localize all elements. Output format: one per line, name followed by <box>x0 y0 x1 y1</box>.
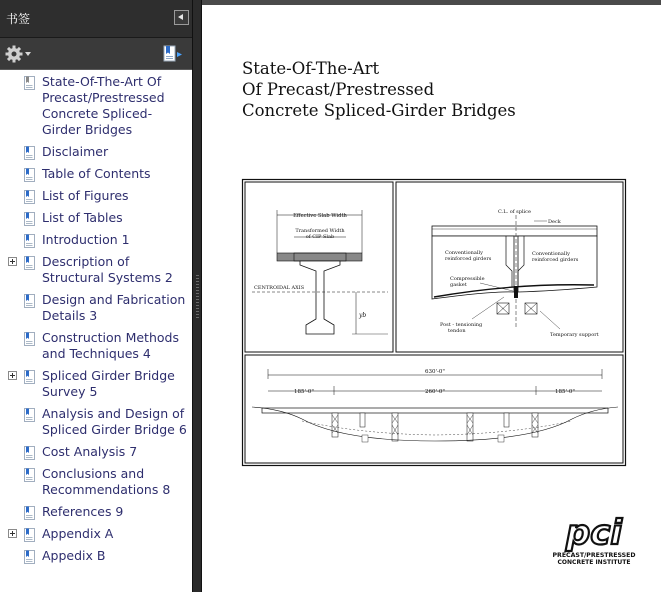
label-deck: Deck <box>548 219 561 225</box>
label-gasket: gasket <box>450 282 467 288</box>
bookmark-icon <box>24 294 35 308</box>
bridge-elevation-drawing <box>252 369 618 442</box>
document-title-line: Concrete Spliced-Girder Bridges <box>242 101 516 120</box>
label-yb: yb <box>359 312 367 319</box>
bookmark-list <box>0 70 192 592</box>
bookmark-label: Disclaimer <box>42 144 109 159</box>
bookmark-label: Construction Methods and Techniques 4 <box>42 330 179 361</box>
bookmarks-panel-title: 书签 <box>6 12 31 26</box>
document-page <box>202 5 661 592</box>
label-conv-left-girders: reinforced girders <box>445 256 492 262</box>
bookmark-label: Design and Fabrication Details 3 <box>42 292 186 323</box>
bookmark-icon <box>24 234 35 248</box>
splitter-grip-icon[interactable] <box>196 275 199 319</box>
bookmark-label: List of Tables <box>42 210 123 225</box>
bookmark-label: Cost Analysis 7 <box>42 444 138 459</box>
bookmark-icon <box>24 256 35 270</box>
bookmark-icon <box>24 146 35 160</box>
document-view[interactable] <box>202 0 661 592</box>
label-post-tensioning: Post - tensioning <box>440 322 483 328</box>
collapse-panel-button[interactable] <box>174 10 189 25</box>
bookmark-label: Conclusions and Recommendations 8 <box>42 466 171 497</box>
document-title <box>242 58 582 121</box>
splice-detail-drawing <box>432 209 599 338</box>
expand-plus-icon[interactable] <box>8 257 17 266</box>
pci-logo <box>552 502 636 568</box>
bookmark-label: State-Of-The-Art Of Precast/Prestressed Concrete Spliced-Girder Bridges <box>42 74 190 138</box>
bookmark-icon <box>24 168 35 182</box>
pci-logo-line2: CONCRETE INSTITUTE <box>557 559 631 566</box>
label-span-left: 185'-0" <box>294 389 314 395</box>
bookmark-label: Table of Contents <box>42 166 151 181</box>
label-conv-right-girders: reinforced girders <box>532 257 579 263</box>
cover-figure <box>242 179 626 466</box>
pci-logo-letters: pci <box>565 513 623 553</box>
girder-section-drawing <box>252 210 388 334</box>
label-transformed-width: Transformed Width <box>295 228 345 234</box>
label-tendon: tendon <box>448 328 466 334</box>
bookmark-icon <box>24 506 35 520</box>
bookmark-label: Appedix B <box>42 548 106 563</box>
document-title-line: State-Of-The-Art <box>242 59 380 78</box>
expand-plus-icon[interactable] <box>8 529 17 538</box>
bookmark-label: Appendix A <box>42 526 114 541</box>
bookmark-icon <box>24 468 35 482</box>
pci-logo-line1: PRECAST/PRESTRESSED <box>552 552 636 559</box>
bookmark-icon <box>24 408 35 422</box>
figure-frame <box>243 180 626 466</box>
label-total-length: 630'-0" <box>425 369 445 375</box>
bookmark-icon <box>24 212 35 226</box>
label-effective-slab-width: Effective Slab Width <box>293 213 347 219</box>
pci-logo-mark <box>552 502 636 568</box>
bookmark-label: Introduction 1 <box>42 232 130 247</box>
expand-plus-icon[interactable] <box>8 371 17 380</box>
label-compressible: Compressible <box>450 276 485 282</box>
label-cip-slab: of CIP Slab <box>305 234 335 240</box>
panel-splitter[interactable] <box>192 0 202 592</box>
bookmarks-panel <box>0 0 192 592</box>
label-temporary-support: Temporary support <box>550 332 599 338</box>
chevron-down-icon[interactable] <box>25 52 31 56</box>
bookmark-icon <box>24 550 35 564</box>
bookmark-label: Spliced Girder Bridge Survey 5 <box>42 368 175 399</box>
bookmark-label: References 9 <box>42 504 124 519</box>
label-centroidal-axis: CENTROIDAL AXIS <box>254 285 305 291</box>
label-cl-splice: C.L. of splice <box>498 209 531 215</box>
bookmark-label: Description of Structural Systems 2 <box>42 254 173 285</box>
label-conv-left: Conventionally <box>445 250 483 256</box>
label-span-mid: 260'-0" <box>425 389 445 395</box>
bookmark-label: List of Figures <box>42 188 129 203</box>
bookmark-icon <box>24 190 35 204</box>
bookmark-icon <box>24 528 35 542</box>
bookmark-icon <box>24 332 35 346</box>
label-span-right: 185'-0" <box>555 389 575 395</box>
new-bookmark-icon[interactable] <box>162 44 184 64</box>
document-bookmark-gray-icon <box>24 76 35 90</box>
bookmark-icon <box>24 370 35 384</box>
bookmarks-panel-header <box>0 0 192 38</box>
collapse-left-icon <box>178 14 183 20</box>
gear-icon[interactable] <box>4 44 24 64</box>
bookmark-icon <box>24 446 35 460</box>
label-conv-right: Conventionally <box>532 251 570 257</box>
bookmarks-toolbar <box>0 38 192 70</box>
bookmark-label: Analysis and Design of Spliced Girder Bridge 6 <box>42 406 187 437</box>
document-title-line: Of Precast/Prestressed <box>242 80 435 99</box>
